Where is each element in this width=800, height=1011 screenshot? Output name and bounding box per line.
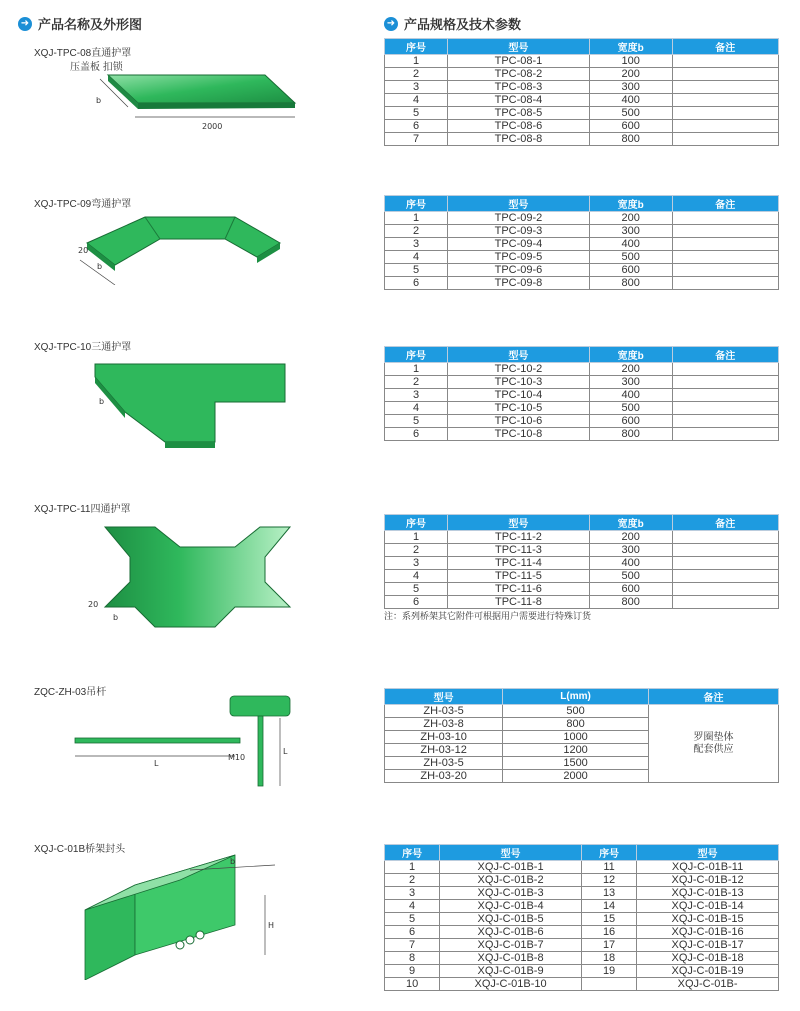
table-row <box>385 277 779 290</box>
header-cell: 型号 <box>637 845 779 861</box>
table-cell <box>672 277 778 290</box>
table-row <box>385 978 779 991</box>
table-row <box>385 133 779 146</box>
table-cell: 5 <box>385 415 448 428</box>
table-cell: 300 <box>589 376 672 389</box>
table-cell: TPC-08-5 <box>448 107 590 120</box>
table-cell: 300 <box>589 81 672 94</box>
table-cell <box>672 55 778 68</box>
table-cell: TPC-11-2 <box>448 531 590 544</box>
table-cell: 1 <box>385 861 440 874</box>
table-cell: 17 <box>581 939 636 952</box>
dim-b: b <box>99 397 105 406</box>
table-cell: TPC-11-4 <box>448 557 590 570</box>
table-row <box>385 952 779 965</box>
table-row <box>385 531 779 544</box>
table-row <box>385 887 779 900</box>
header-cell: 序号 <box>385 515 448 531</box>
table-row <box>385 81 779 94</box>
table-cell: XQJ-C-01B-14 <box>637 900 779 913</box>
table-cell: 400 <box>589 238 672 251</box>
table-row <box>385 376 779 389</box>
table-cell: TPC-11-6 <box>448 583 590 596</box>
table-row <box>385 583 779 596</box>
table-cell <box>672 264 778 277</box>
table-cell: TPC-09-8 <box>448 277 590 290</box>
caption-c01b: XQJ-C-01B桥架封头 <box>34 844 126 855</box>
table-cell: TPC-08-3 <box>448 81 590 94</box>
arrow-right-icon: ➜ <box>384 17 398 31</box>
table-cell: XQJ-C-01B-13 <box>637 887 779 900</box>
table-cell: 9 <box>385 965 440 978</box>
table-cell: 12 <box>581 874 636 887</box>
table-row <box>385 363 779 376</box>
table-cell: 2 <box>385 68 448 81</box>
table-cell: 600 <box>589 120 672 133</box>
table-cell: 300 <box>589 544 672 557</box>
table-cell: 7 <box>385 939 440 952</box>
table-cell: 500 <box>589 402 672 415</box>
table-cell: XQJ-C-01B-18 <box>637 952 779 965</box>
table-row <box>385 107 779 120</box>
end-cap-figure <box>80 850 300 980</box>
remark-line-2: 配套供应 <box>693 743 734 755</box>
table-row <box>385 544 779 557</box>
header-cell: 备注 <box>672 196 778 212</box>
caption-tpc08-sub: 压盖板 扣锁 <box>70 62 123 73</box>
tee-cover-figure <box>85 342 305 452</box>
spec-table-tpc09 <box>384 195 779 290</box>
table-cell: XQJ-C-01B-12 <box>637 874 779 887</box>
table-cell: 3 <box>385 557 448 570</box>
bend-top <box>87 217 280 265</box>
table-row <box>385 225 779 238</box>
table-cell: 800 <box>589 596 672 609</box>
table-row <box>385 557 779 570</box>
header-cell: 序号 <box>385 845 440 861</box>
table-cell: TPC-11-8 <box>448 596 590 609</box>
remark-line-1: 罗圈垫体 <box>693 731 734 743</box>
header-cell: 型号 <box>385 689 503 705</box>
table-cell: 200 <box>589 531 672 544</box>
table-cell: 1500 <box>503 757 649 770</box>
table-cell: XQJ-C-01B-10 <box>440 978 582 991</box>
table-cell: TPC-10-2 <box>448 363 590 376</box>
table-cell: 500 <box>589 570 672 583</box>
table-row <box>385 389 779 402</box>
caption-tpc09: XQJ-TPC-09弯通护罩 <box>34 199 132 210</box>
table-cell: 4 <box>385 900 440 913</box>
header-cell: 备注 <box>672 347 778 363</box>
table-cell <box>672 557 778 570</box>
caption-tpc08: XQJ-TPC-08直通护罩 <box>34 48 132 59</box>
table-cell: TPC-10-6 <box>448 415 590 428</box>
table-cell: 1200 <box>503 744 649 757</box>
table-cell: TPC-11-3 <box>448 544 590 557</box>
table-row <box>385 55 779 68</box>
table-cell: XQJ-C-01B-11 <box>637 861 779 874</box>
table-cell: XQJ-C-01B-1 <box>440 861 582 874</box>
table-cell: TPC-08-8 <box>448 133 590 146</box>
table-cell: ZH-03-12 <box>385 744 503 757</box>
table-cell: 2 <box>385 376 448 389</box>
table-row <box>385 965 779 978</box>
dim-M10: M10 <box>228 753 246 762</box>
dim-L-vertical: L <box>283 747 288 756</box>
table-cell: TPC-10-8 <box>448 428 590 441</box>
table-cell: TPC-11-5 <box>448 570 590 583</box>
table-cell <box>672 428 778 441</box>
table-cell: XQJ-C-01B-19 <box>637 965 779 978</box>
table-cell <box>672 81 778 94</box>
table-row <box>385 68 779 81</box>
table-cell: 6 <box>385 120 448 133</box>
table-cell: ZH-03-10 <box>385 731 503 744</box>
dim-20: 20 <box>78 246 89 255</box>
table-cell <box>672 251 778 264</box>
header-cell: 序号 <box>581 845 636 861</box>
table-header-row <box>385 39 779 55</box>
table-cell: 6 <box>385 277 448 290</box>
table-cell <box>672 583 778 596</box>
table-cell: ZH-03-20 <box>385 770 503 783</box>
table-cell: ZH-03-5 <box>385 757 503 770</box>
table-cell <box>672 570 778 583</box>
table-cell: 500 <box>589 251 672 264</box>
table-cell: 600 <box>589 415 672 428</box>
tee-top <box>95 364 285 442</box>
table-cell: 5 <box>385 583 448 596</box>
table-cell <box>672 544 778 557</box>
dim-L: L <box>154 759 159 768</box>
table-cell: XQJ-C-01B-6 <box>440 926 582 939</box>
header-cell: 型号 <box>448 515 590 531</box>
table-cell: 6 <box>385 428 448 441</box>
header-cell: 宽度b <box>589 196 672 212</box>
table-cell: 4 <box>385 251 448 264</box>
caption-tpc11: XQJ-TPC-11四通护罩 <box>34 504 131 515</box>
table-cell <box>672 531 778 544</box>
table-cell <box>672 376 778 389</box>
table-cell: 15 <box>581 913 636 926</box>
remark-cell <box>648 705 778 783</box>
table-cell: 1 <box>385 531 448 544</box>
arrow-right-icon: ➜ <box>18 17 32 31</box>
table-header-row <box>385 347 779 363</box>
header-cell: 型号 <box>448 39 590 55</box>
table-cell: 19 <box>581 965 636 978</box>
cover-front <box>138 103 295 109</box>
table-cell: TPC-10-4 <box>448 389 590 402</box>
table-cell <box>672 238 778 251</box>
table-cell: TPC-08-6 <box>448 120 590 133</box>
table-cell: XQJ-C-01B-7 <box>440 939 582 952</box>
table-cell <box>672 363 778 376</box>
header-cell: 备注 <box>648 689 778 705</box>
table-cell <box>672 107 778 120</box>
table-cell: 10 <box>385 978 440 991</box>
table-cell: 2000 <box>503 770 649 783</box>
table-cell <box>672 133 778 146</box>
table-cell: XQJ-C-01B-5 <box>440 913 582 926</box>
table-cell: 2 <box>385 874 440 887</box>
table-cell: 800 <box>503 718 649 731</box>
dim-20: 20 <box>88 600 99 609</box>
table-cell <box>672 415 778 428</box>
dim-b: b <box>113 613 119 622</box>
table-cell: 500 <box>589 107 672 120</box>
section-header-left <box>18 14 142 33</box>
table-cell: 1000 <box>503 731 649 744</box>
table-cell: 11 <box>581 861 636 874</box>
table-cell <box>672 389 778 402</box>
section-header-right <box>384 14 521 33</box>
table-cell: TPC-08-2 <box>448 68 590 81</box>
table-row <box>385 402 779 415</box>
table-row <box>385 939 779 952</box>
table-cell: XQJ-C-01B-15 <box>637 913 779 926</box>
table-header-row <box>385 196 779 212</box>
table-cell: XQJ-C-01B- <box>637 978 779 991</box>
table-cell: TPC-10-3 <box>448 376 590 389</box>
table-cell: 400 <box>589 557 672 570</box>
table-cell: 200 <box>589 212 672 225</box>
header-cell: 序号 <box>385 196 448 212</box>
table-cell: 3 <box>385 389 448 402</box>
table-cell: 800 <box>589 277 672 290</box>
table-cell: XQJ-C-01B-2 <box>440 874 582 887</box>
header-cell: 宽度b <box>589 515 672 531</box>
table-cell: 300 <box>589 225 672 238</box>
table-cell: XQJ-C-01B-3 <box>440 887 582 900</box>
table-cell: TPC-08-1 <box>448 55 590 68</box>
table-cell: TPC-09-6 <box>448 264 590 277</box>
table-cell: 6 <box>385 596 448 609</box>
table-cell: XQJ-C-01B-9 <box>440 965 582 978</box>
table-cell: 4 <box>385 402 448 415</box>
spec-table-tpc08 <box>384 38 779 146</box>
table-header-row <box>385 515 779 531</box>
table-row <box>385 861 779 874</box>
dim-2000: 2000 <box>202 122 223 131</box>
hanger-rod-figure <box>70 688 310 793</box>
table-row <box>385 596 779 609</box>
cross-top <box>105 527 290 627</box>
caption-tpc10: XQJ-TPC-10三通护罩 <box>34 342 132 353</box>
table-cell: 200 <box>589 68 672 81</box>
table-header-row <box>385 689 779 705</box>
section-header-left-text: 产品名称及外形图 <box>38 18 143 33</box>
table-cell: 200 <box>589 363 672 376</box>
table-cell: 5 <box>385 107 448 120</box>
spec-table-tpc10 <box>384 346 779 441</box>
spec-table-zh03 <box>384 688 779 783</box>
table-cell: TPC-09-2 <box>448 212 590 225</box>
table-header-row <box>385 845 779 861</box>
header-cell: 序号 <box>385 347 448 363</box>
table-cell: 800 <box>589 428 672 441</box>
table-cell: 18 <box>581 952 636 965</box>
table-row <box>385 874 779 887</box>
dim-b: b <box>230 857 236 866</box>
table-cell: XQJ-C-01B-17 <box>637 939 779 952</box>
straight-cover-figure <box>80 65 310 140</box>
table-cell <box>672 94 778 107</box>
table-cell: 400 <box>589 389 672 402</box>
header-cell: L(mm) <box>503 689 649 705</box>
dim-H: H <box>268 921 275 930</box>
table-cell: 13 <box>581 887 636 900</box>
table-cell <box>672 225 778 238</box>
table-cell: ZH-03-8 <box>385 718 503 731</box>
table-cell <box>672 596 778 609</box>
table-cell: 800 <box>589 133 672 146</box>
table-cell: 14 <box>581 900 636 913</box>
footnote: 注：系列桥架其它附件可根据用户需要进行特殊订货 <box>384 612 592 622</box>
table-row <box>385 94 779 107</box>
caption-zh03: ZQC-ZH-03吊杆 <box>34 687 107 698</box>
spec-table-tpc11 <box>384 514 779 609</box>
table-row <box>385 428 779 441</box>
table-cell: 400 <box>589 94 672 107</box>
table-row <box>385 251 779 264</box>
table-cell: 1 <box>385 363 448 376</box>
table-cell: 600 <box>589 583 672 596</box>
table-cell: 16 <box>581 926 636 939</box>
table-cell <box>672 212 778 225</box>
table-cell: TPC-08-4 <box>448 94 590 107</box>
cover-top <box>108 75 295 103</box>
table-cell <box>581 978 636 991</box>
header-cell: 备注 <box>672 515 778 531</box>
header-cell: 型号 <box>440 845 582 861</box>
table-row <box>385 238 779 251</box>
table-cell: 3 <box>385 238 448 251</box>
table-cell: 5 <box>385 913 440 926</box>
table-cell <box>672 402 778 415</box>
header-cell: 备注 <box>672 39 778 55</box>
table-cell <box>672 120 778 133</box>
table-row <box>385 120 779 133</box>
table-cell: 2 <box>385 225 448 238</box>
spec-table-c01b <box>384 844 779 991</box>
table-cell: XQJ-C-01B-4 <box>440 900 582 913</box>
table-cell: XQJ-C-01B-8 <box>440 952 582 965</box>
table-cell: 100 <box>589 55 672 68</box>
table-cell: 1 <box>385 55 448 68</box>
table-cell: 8 <box>385 952 440 965</box>
table-cell: 7 <box>385 133 448 146</box>
table-cell: 3 <box>385 81 448 94</box>
bend-cover-figure <box>75 205 305 285</box>
header-cell: 序号 <box>385 39 448 55</box>
table-cell: 1 <box>385 212 448 225</box>
table-cell: 500 <box>503 705 649 718</box>
table-row <box>385 415 779 428</box>
table-row <box>385 900 779 913</box>
dim-b: b <box>96 96 102 105</box>
table-cell: TPC-09-5 <box>448 251 590 264</box>
table-cell <box>672 68 778 81</box>
table-cell: 2 <box>385 544 448 557</box>
header-cell: 型号 <box>448 347 590 363</box>
table-row <box>385 570 779 583</box>
table-cell: 4 <box>385 94 448 107</box>
header-cell: 型号 <box>448 196 590 212</box>
section-header-right-text: 产品规格及技术参数 <box>404 18 522 33</box>
table-row <box>385 705 779 718</box>
table-cell: 3 <box>385 887 440 900</box>
header-cell: 宽度b <box>589 39 672 55</box>
table-cell: TPC-09-4 <box>448 238 590 251</box>
table-cell: 4 <box>385 570 448 583</box>
table-cell: XQJ-C-01B-16 <box>637 926 779 939</box>
table-row <box>385 212 779 225</box>
table-cell: 600 <box>589 264 672 277</box>
table-row <box>385 264 779 277</box>
table-cell: 5 <box>385 264 448 277</box>
table-cell: TPC-10-5 <box>448 402 590 415</box>
header-cell: 宽度b <box>589 347 672 363</box>
table-cell: TPC-09-3 <box>448 225 590 238</box>
table-row <box>385 913 779 926</box>
cross-cover-figure <box>85 512 305 637</box>
dim-b: b <box>97 262 103 271</box>
table-cell: 6 <box>385 926 440 939</box>
table-cell: ZH-03-5 <box>385 705 503 718</box>
table-row <box>385 926 779 939</box>
